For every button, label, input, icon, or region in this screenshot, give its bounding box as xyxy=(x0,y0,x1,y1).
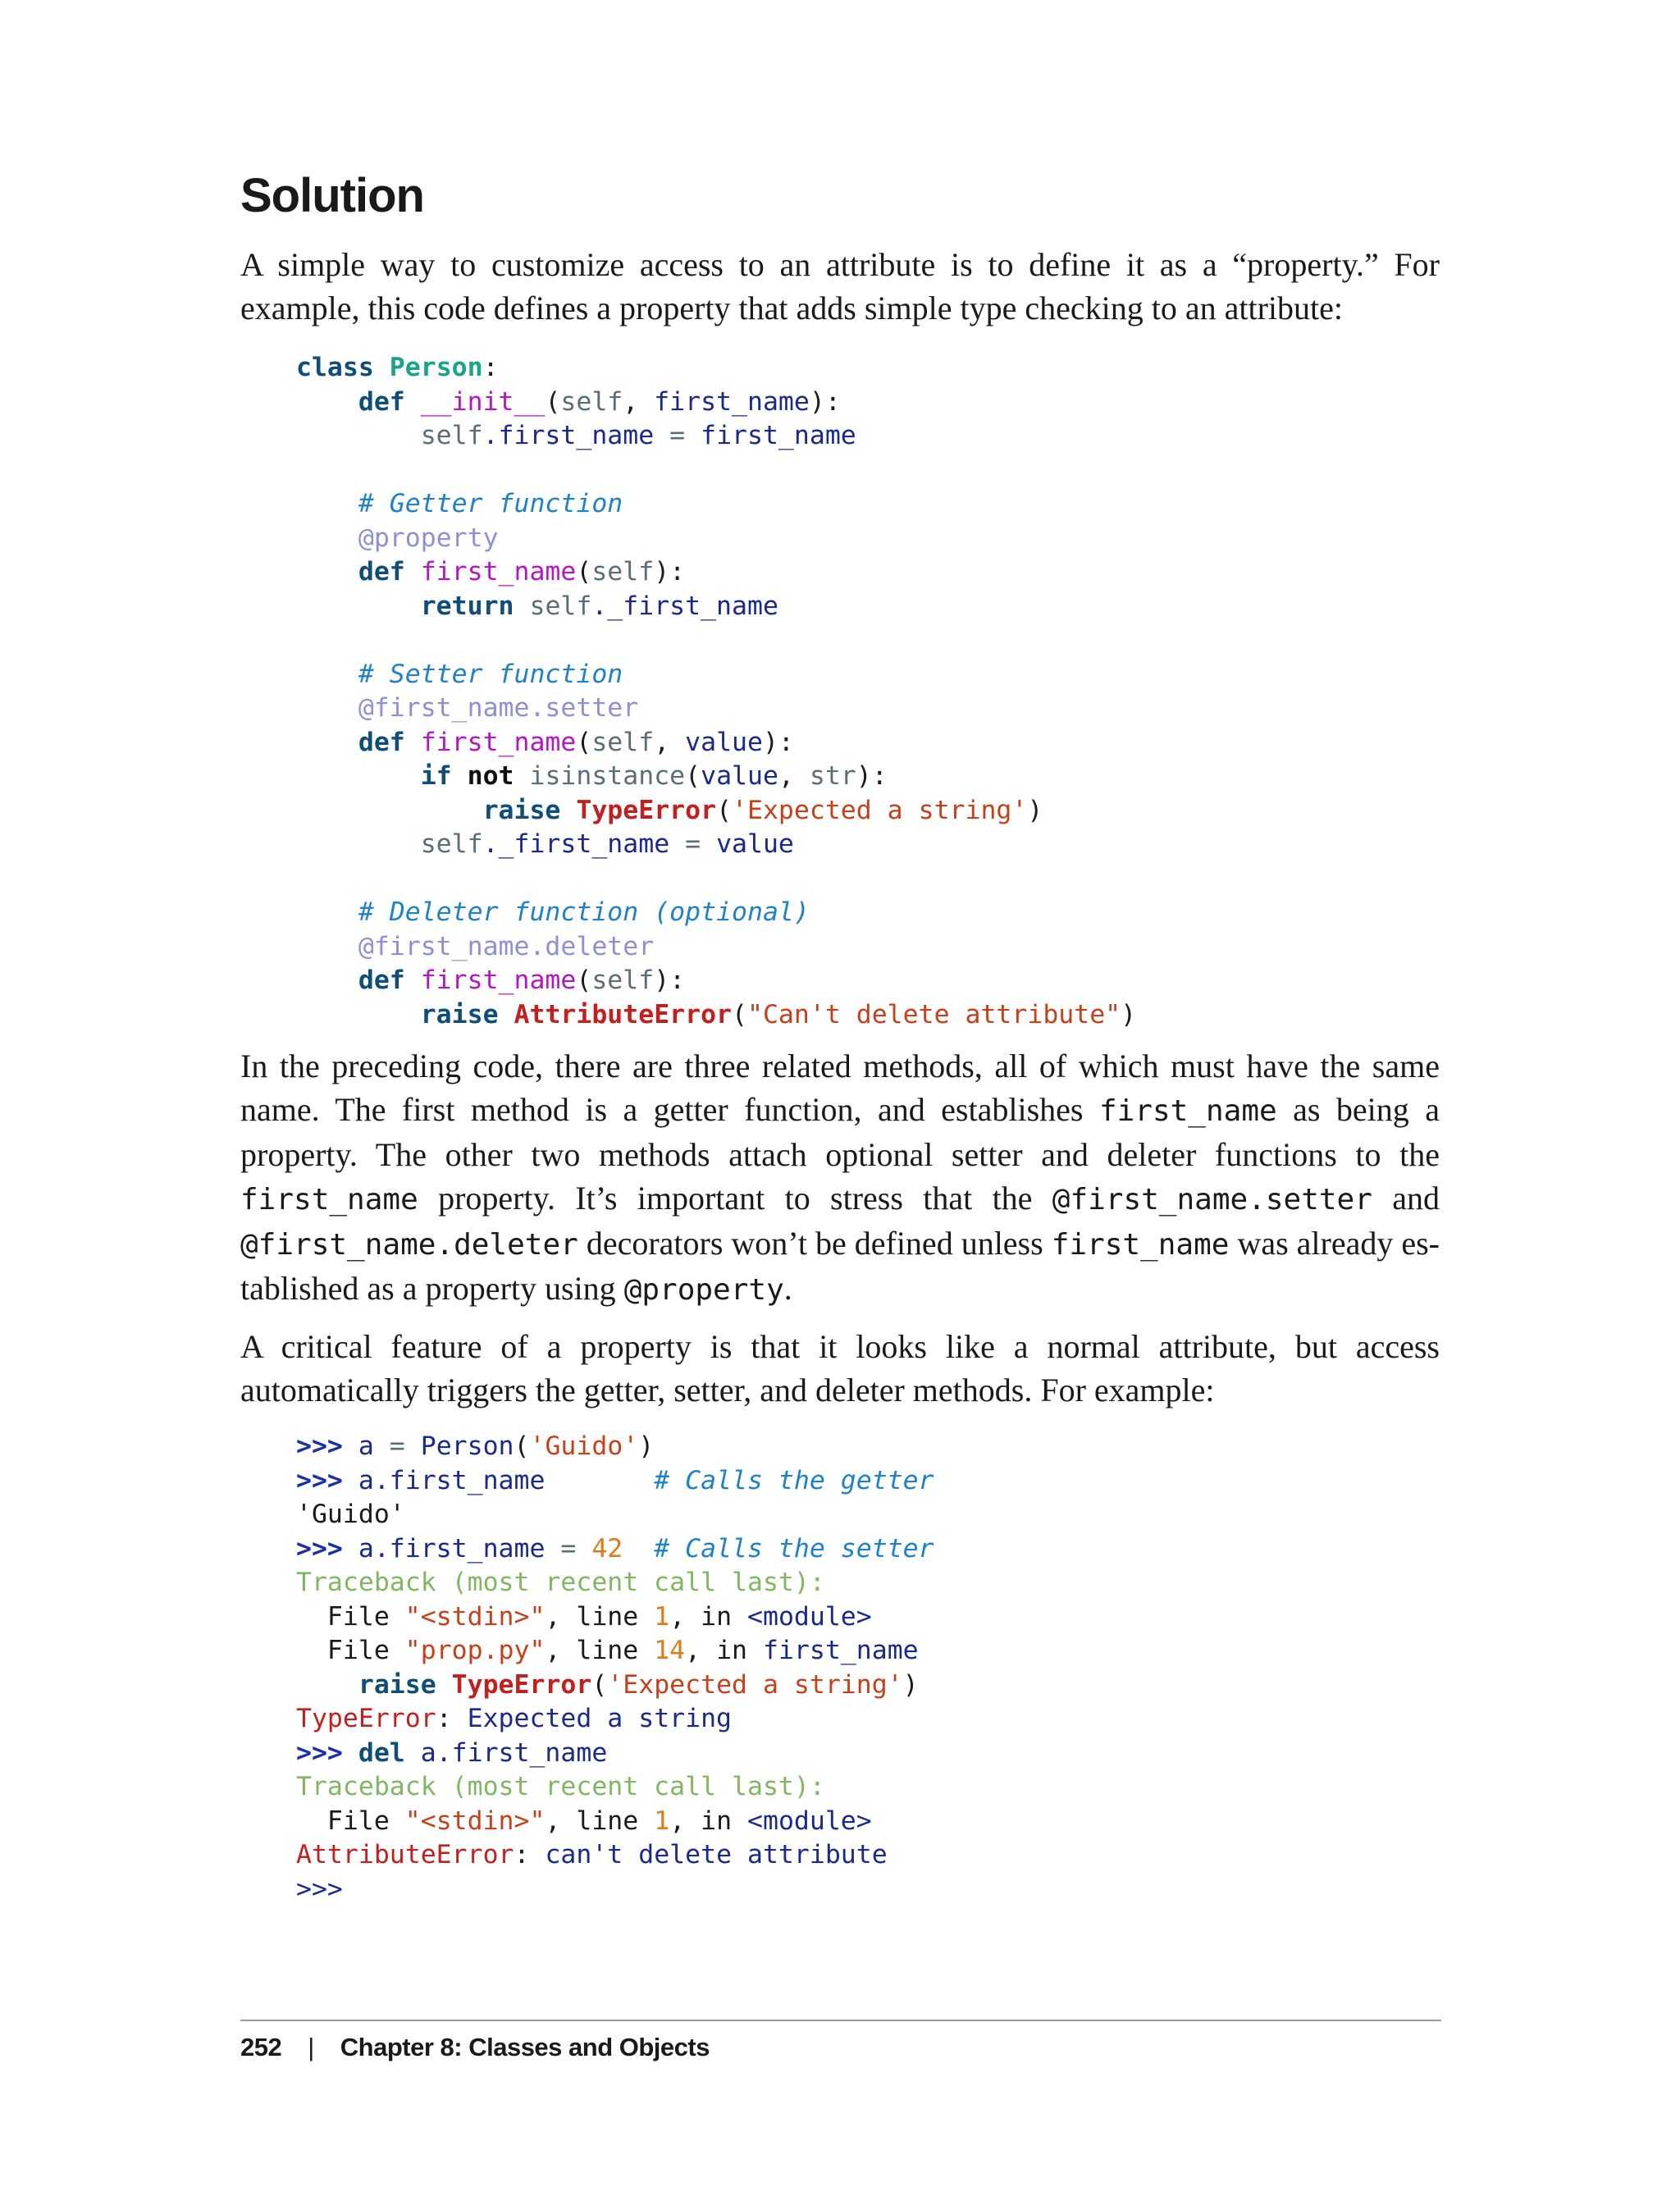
code-token: >>> xyxy=(296,1737,358,1768)
code-token: a.first_name xyxy=(358,1465,546,1495)
code-token: str xyxy=(809,761,856,791)
code-token: >>> xyxy=(296,1431,358,1461)
chapter-title: Chapter 8: Classes and Objects xyxy=(340,2033,710,2061)
code-token: a.first_name xyxy=(420,1737,608,1768)
code-token: "Can't delete attribute" xyxy=(747,999,1121,1029)
code-token: value xyxy=(716,829,794,859)
code-token: 'Guido' xyxy=(296,1500,405,1529)
code-line xyxy=(296,896,1136,930)
footer-separator: | xyxy=(308,2033,314,2061)
code-line xyxy=(296,1532,934,1567)
paragraph-text: In the preceding code, there are three related methods, all of which must have the same name. The first method is a getter function, and establishes xyxy=(240,1048,1440,1128)
code-token: # Deleter function (optional) xyxy=(358,897,810,927)
paragraph-text: was already established as a property using xyxy=(240,1225,1440,1307)
code-token: Expected a string xyxy=(467,1704,733,1733)
code-token: <module> xyxy=(747,1601,872,1632)
code-line xyxy=(296,794,1136,829)
code-line xyxy=(296,1805,934,1839)
code-line xyxy=(296,1702,934,1737)
code-token: "<stdin>" xyxy=(404,1601,546,1632)
code-token: , line xyxy=(545,1806,655,1836)
code-token: def xyxy=(358,966,421,995)
code-token: ( xyxy=(685,761,701,791)
code-token: >>> xyxy=(296,1533,358,1564)
code-token xyxy=(296,489,358,518)
code-token: ): xyxy=(762,727,794,757)
intro-paragraph: A simple way to customize access to an attribute is to define it as a “property.” For example, this code defines a property that adds simple type checking to an attribute: xyxy=(240,246,1440,326)
code-token: : xyxy=(436,1704,468,1733)
code-token: 'Expected a string' xyxy=(607,1669,903,1700)
inline-code: @property xyxy=(623,1273,784,1307)
code-line xyxy=(296,623,1136,658)
code-token xyxy=(296,557,358,587)
code-token: raise xyxy=(420,999,514,1029)
code-token: >>> xyxy=(296,1874,343,1904)
code-token: , in xyxy=(685,1636,763,1665)
code-token xyxy=(296,591,421,621)
code-line xyxy=(296,828,1136,862)
paragraph-text: decorators won’t be defined unless xyxy=(578,1225,1052,1262)
code-token: del xyxy=(358,1737,421,1768)
code-line xyxy=(296,930,1136,965)
inline-code: @first_name.setter xyxy=(1052,1183,1372,1217)
section-heading: Solution xyxy=(240,169,424,222)
code-token xyxy=(623,1534,654,1564)
code-token: self xyxy=(529,591,592,621)
code-token: ( xyxy=(576,966,592,995)
code-token xyxy=(296,761,421,791)
code-token: File xyxy=(296,1601,405,1632)
code-token: ._first_name xyxy=(591,591,778,621)
code-token: raise xyxy=(358,1669,452,1700)
code-token: 'Expected a string' xyxy=(732,795,1028,825)
code-token xyxy=(296,421,421,450)
code-token: TypeError xyxy=(451,1669,592,1700)
code-token: self xyxy=(420,829,483,859)
code-line xyxy=(296,1430,934,1464)
code-token: AttributeError xyxy=(296,1840,514,1869)
code-token: self xyxy=(591,557,655,587)
code-token: , xyxy=(654,727,686,757)
code-token: first_name xyxy=(654,386,810,417)
footer-rule xyxy=(240,2020,1441,2021)
code-line xyxy=(296,964,1136,998)
code-token: def xyxy=(358,386,421,417)
code-token: , in xyxy=(669,1806,748,1836)
code-token: .first_name xyxy=(482,421,655,450)
code-token: Person xyxy=(420,1431,514,1461)
code-token: ( xyxy=(716,795,733,825)
code-token xyxy=(296,966,358,995)
code-token: a.first_name xyxy=(358,1533,546,1564)
code-token: # Getter function xyxy=(358,489,623,518)
code-token xyxy=(296,387,358,417)
inline-code: first_name xyxy=(1051,1228,1230,1262)
code-token: @first_name.deleter xyxy=(358,931,655,961)
code-line xyxy=(296,998,1136,1033)
code-token: can't delete attribute xyxy=(545,1840,888,1869)
code-token: return xyxy=(420,591,530,621)
code-token: , xyxy=(778,761,810,791)
code-token: self xyxy=(591,966,655,995)
code-token: self xyxy=(591,727,655,757)
code-line xyxy=(296,1669,934,1703)
inline-code: first_name xyxy=(240,1183,418,1217)
page-number: 252 xyxy=(240,2033,282,2061)
code-token: isinstance xyxy=(529,761,686,791)
code-token: Person xyxy=(389,353,483,382)
code-token: first_name xyxy=(420,966,577,995)
code-line xyxy=(296,522,1136,556)
code-token: 42 xyxy=(591,1533,623,1564)
code-token: File xyxy=(296,1636,405,1665)
code-token: : xyxy=(514,1840,546,1869)
code-token: value xyxy=(701,761,778,791)
code-line xyxy=(296,1498,934,1532)
code-token: File xyxy=(296,1806,405,1836)
code-token: ): xyxy=(809,386,841,417)
code-line xyxy=(296,454,1136,488)
code-line xyxy=(296,1464,934,1499)
code-token: ): xyxy=(654,966,686,995)
code-token: , xyxy=(623,386,655,417)
code-token xyxy=(296,796,483,825)
code-token: not xyxy=(467,761,530,791)
code-token: >>> xyxy=(296,1465,358,1495)
code-line xyxy=(296,590,1136,624)
code-token xyxy=(296,728,358,757)
code-line xyxy=(296,487,1136,522)
code-token: 14 xyxy=(654,1636,686,1665)
code-token: TypeError xyxy=(576,795,717,825)
code-line xyxy=(296,760,1136,794)
code-line xyxy=(296,1566,934,1600)
code-token: <module> xyxy=(747,1806,872,1836)
code-token: ) xyxy=(1121,999,1137,1029)
code-line xyxy=(296,1737,934,1771)
paragraph-text: and xyxy=(1372,1180,1440,1217)
code-token: ( xyxy=(514,1431,530,1461)
code-token: ( xyxy=(732,999,747,1029)
code-line xyxy=(296,862,1136,897)
code-token: , line xyxy=(545,1601,655,1632)
code-token: : xyxy=(482,353,499,382)
code-token: = xyxy=(373,1431,421,1461)
code-token: value xyxy=(685,727,763,757)
code-token: ( xyxy=(545,386,561,417)
code-token xyxy=(296,1670,358,1700)
code-token: = xyxy=(654,421,701,450)
code-token: , line xyxy=(545,1636,655,1665)
code-token: a xyxy=(358,1431,374,1461)
code-token: = xyxy=(669,829,717,859)
code-token: 1 xyxy=(654,1806,670,1836)
code-block-interactive-session xyxy=(296,1430,934,1906)
code-token: # Calls the setter xyxy=(654,1533,934,1564)
code-line xyxy=(296,692,1136,726)
code-token xyxy=(545,1466,654,1495)
paragraph-text: property. It’s important to stress that the xyxy=(418,1180,1052,1217)
code-line xyxy=(296,351,1136,386)
code-token: class xyxy=(296,353,390,382)
code-line xyxy=(296,555,1136,590)
code-token: Traceback (most recent call last): xyxy=(296,1568,825,1597)
paragraph-text: . xyxy=(783,1270,792,1307)
code-token: ._first_name xyxy=(482,829,670,859)
code-token: first_name xyxy=(420,727,577,757)
code-token: @property xyxy=(358,523,499,553)
code-token xyxy=(296,523,358,553)
code-token: __init__ xyxy=(420,386,546,417)
code-token: if xyxy=(420,761,468,791)
code-line xyxy=(296,1873,934,1907)
code-token: # Setter function xyxy=(358,659,623,689)
code-token: self xyxy=(560,386,623,417)
code-token xyxy=(296,1000,421,1029)
code-line xyxy=(296,726,1136,760)
code-line xyxy=(296,1600,934,1635)
code-token: self xyxy=(420,421,483,450)
code-token xyxy=(296,897,358,927)
code-line xyxy=(296,1634,934,1669)
code-token: def xyxy=(358,557,421,587)
explanation-paragraph xyxy=(240,1044,1440,1312)
code-token: = xyxy=(545,1533,592,1564)
code-token: ( xyxy=(576,557,592,587)
code-token: ) xyxy=(1027,795,1043,825)
code-token: TypeError xyxy=(296,1704,436,1733)
code-line xyxy=(296,1770,934,1805)
code-token xyxy=(296,693,358,723)
code-line xyxy=(296,1838,934,1873)
page-footer xyxy=(240,2033,710,2062)
code-token: first_name xyxy=(762,1636,919,1665)
code-token: ( xyxy=(591,1669,608,1700)
code-token: @first_name.setter xyxy=(358,693,639,723)
code-token: ( xyxy=(576,727,592,757)
paragraph-text: as being a property. The other two methods attach optional setter and deleter functions to the xyxy=(240,1091,1440,1173)
code-token: Traceback (most recent call last): xyxy=(296,1772,825,1801)
inline-code: @first_name.deleter xyxy=(240,1228,578,1262)
code-token: first_name xyxy=(420,557,577,587)
code-token: 1 xyxy=(654,1601,670,1632)
code-token: ): xyxy=(654,557,686,587)
inline-code: first_name xyxy=(1098,1094,1277,1128)
code-token: "<stdin>" xyxy=(404,1806,546,1836)
code-token: AttributeError xyxy=(514,999,733,1029)
code-block-class-definition xyxy=(296,351,1136,1032)
code-line xyxy=(296,658,1136,692)
code-token: # Calls the getter xyxy=(654,1465,934,1495)
code-token: first_name xyxy=(701,421,856,450)
code-token: , in xyxy=(669,1601,748,1632)
code-line xyxy=(296,419,1136,454)
code-token: raise xyxy=(482,795,577,825)
code-token xyxy=(296,932,358,961)
code-token: def xyxy=(358,727,421,757)
code-token: 'Guido' xyxy=(529,1431,639,1461)
code-line xyxy=(296,386,1136,420)
code-token: ): xyxy=(856,761,888,791)
code-token xyxy=(296,660,358,689)
feature-paragraph: A critical feature of a property is that it looks like a normal attribute, but access automatically triggers the getter, setter, and deleter methods. For example: xyxy=(240,1328,1440,1408)
code-token: "prop.py" xyxy=(404,1636,546,1665)
code-token: ) xyxy=(638,1431,655,1461)
code-token: ) xyxy=(902,1669,919,1700)
code-token xyxy=(296,829,421,859)
